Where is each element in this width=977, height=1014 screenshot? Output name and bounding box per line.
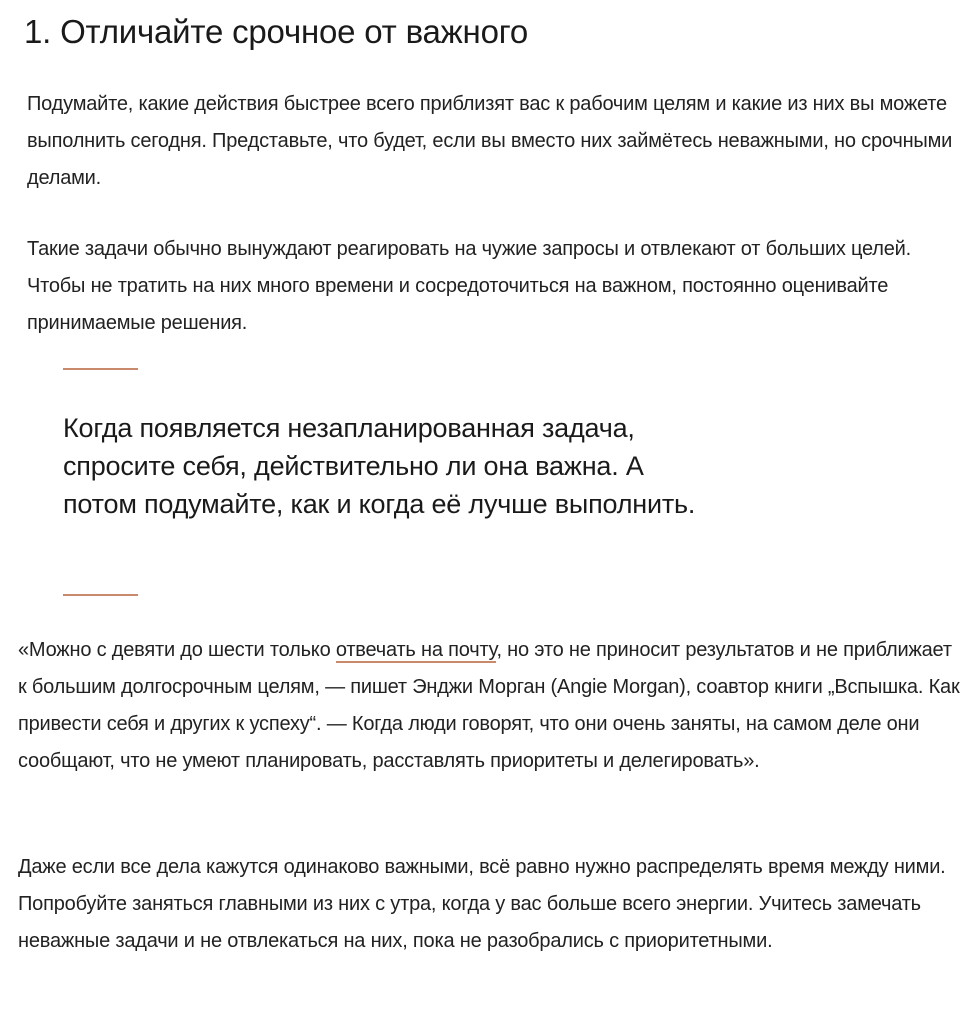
paragraph-quote-text-end: , но это не приносит результатов и не приближает к большим долгосрочным целям, — пишет Энджи Морган (Angie Morgan), соавтор книги „Вспышка. Как привести себя и других к успеху“. — Когда люди говорят, что они очень заняты, на самом деле они сообщают, что не умеют планировать, расставлять приоритеты и делегировать». [18, 639, 960, 772]
paragraph-intro: Подумайте, какие действия быстрее всего приблизят вас к рабочим целям и какие из них вы можете выполнить сегодня. Представьте, что будет, если вы вместо них займётесь неважными, но срочными делами. [27, 93, 953, 189]
pullquote: Когда появляется незапланированная задача, спросите себя, действительно ли она важна. А потом подумайте, как и когда её лучше выполнить. [63, 413, 696, 519]
paragraph-urgent-tasks: Такие задачи обычно вынуждают реагировать на чужие запросы и отвлекают от больших целей. Чтобы не тратить на них много времени и сосредоточиться на важном, постоянно оценивайте принимаемые решения. [27, 238, 911, 334]
paragraph-quote-text-start: «Можно с девяти до шести только [18, 639, 336, 661]
pullquote-divider-top [63, 368, 138, 370]
paragraph-quote-morgan [18, 632, 963, 780]
paragraph-prioritize: Даже если все дела кажутся одинаково важными, всё равно нужно распределять время между ними. Попробуйте заняться главными из них с утра, когда у вас больше всего энергии. Учитесь замечать неважные задачи и не отвлекаться на них, пока не разобрались с приоритетными. [18, 856, 946, 952]
reply-to-email-link[interactable]: отвечать на почту [335, 639, 497, 661]
pullquote-divider-bottom [63, 594, 138, 596]
section-heading: 1. Отличайте срочное от важного [24, 13, 528, 50]
